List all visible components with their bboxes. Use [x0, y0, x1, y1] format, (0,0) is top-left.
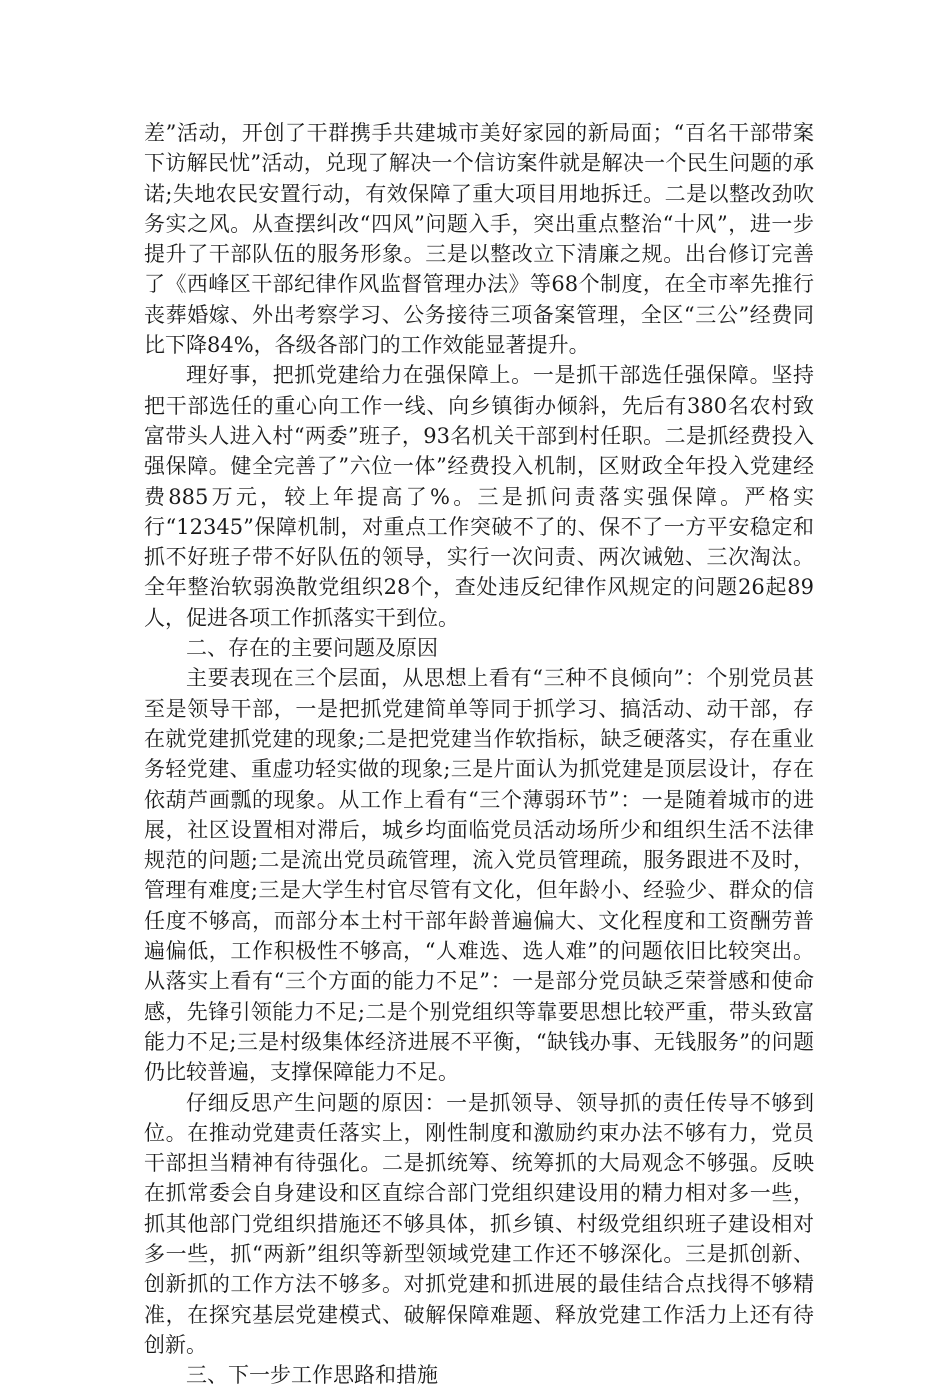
section-heading-next-steps: 三、下一步工作思路和措施 — [186, 1363, 438, 1388]
document-page — [144, 118, 814, 1390]
section-heading-problems: 二、存在的主要问题及原因 — [186, 636, 438, 661]
paragraph-problems: 主要表现在三个层面，从思想上看有“三种不良倾向”：个别党员甚至是领导干部，一是把抓党建简单等同于抓学习、搞活动、动干部，存在就党建抓党建的现象;二是把党建当作软指标，缺乏硬落实，存在重业务轻党建、重虚功轻实做的现象;三是片面认为抓党建是顶层设计，存在依葫芦画瓢的现象。从工作上看有“三个薄弱环节”：一是随着城市的进展，社区设置相对滞后，城乡均面临党员活动场所少和组织生活不法律规范的问题;二是流出党员疏管理，流入党员管理疏，服务跟进不及时，管理有难度;三是大学生村官尽管有文化，但年龄小、经验少、群众的信任度不够高，而部分本土村干部年龄普遍偏大、文化程度和工资酬劳普遍偏低，工作积极性不够高，“人难选、选人难”的问题依旧比较突出。从落实上看有“三个方面的能力不足”：一是部分党员缺乏荣誉感和使命感，先锋引领能力不足;二是个别党组织等靠要思想比较严重，带头致富能力不足;三是村级集体经济进展不平衡，“缺钱办事、无钱服务”的问题仍比较普遍，支撑保障能力不足。 — [144, 666, 814, 1085]
paragraph-guarantee: 理好事，把抓党建给力在强保障上。一是抓干部选任强保障。坚持把干部选任的重心向工作一线、向乡镇街办倾斜，先后有380名农村致富带头人进入村“两委”班子，93名机关干部到村任职。二是抓经费投入强保障。健全完善了”六位一体”经费投入机制，区财政全年投入党建经费885万元，较上年提高了%。三是抓问责落实强保障。严格实行“12345”保障机制，对重点工作突破不了的、保不了一方平安稳定和抓不好班子带不好队伍的领导，实行一次问责、两次诫勉、三次淘汰。全年整治软弱涣散党组织28个，查处违反纪律作风规定的问题26起89人，促进各项工作抓落实干到位。 — [144, 363, 814, 630]
paragraph-causes: 仔细反思产生问题的原因：一是抓领导、领导抓的责任传导不够到位。在推动党建责任落实上，刚性制度和激励约束办法不够有力，党员干部担当精神有待强化。二是抓统筹、统筹抓的大局观念不够强。反映在抓常委会自身建设和区直综合部门党组织建设用的精力相对多一些，抓其他部门党组织措施还不够具体，抓乡镇、村级党组织班子建设相对多一些，抓“两新”组织等新型领域党建工作还不够深化。三是抓创新、创新抓的工作方法不够多。对抓党建和抓进展的最佳结合点找得不够精准，在探究基层党建模式、破解保障难题、释放党建工作活力上还有待创新。 — [144, 1090, 814, 1357]
paragraph-work-style: 差”活动，开创了干群携手共建城市美好家园的新局面；“百名干部带案下访解民忧”活动，兑现了解决一个信访案件就是解决一个民生问题的承诺;失地农民安置行动，有效保障了重大项目用地拆迁。二是以整改劲吹务实之风。从查摆纠改“四风”问题入手，突出重点整治“十风”，进一步提升了干部队伍的服务形象。三是以整改立下清廉之规。出台修订完善了《西峰区干部纪律作风监督管理办法》等68个制度，在全市率先推行丧葬婚嫁、外出考察学习、公务接待三项备案管理，全区“三公”经费同比下降84%，各级各部门的工作效能显著提升。 — [144, 121, 814, 358]
